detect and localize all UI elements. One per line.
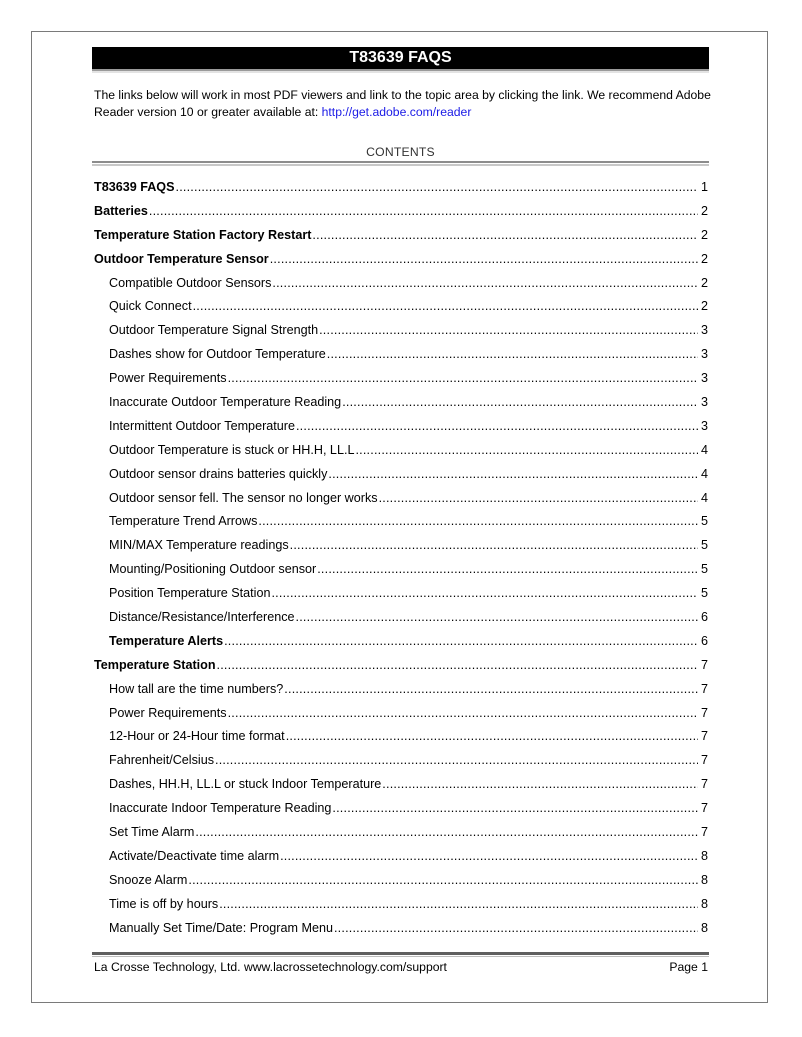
toc-entry[interactable] (94, 895, 708, 919)
toc-entry[interactable] (94, 560, 708, 584)
toc-entry-page-number[interactable]: 4 (700, 442, 708, 457)
toc-entry-page-number[interactable]: 7 (700, 657, 708, 672)
toc-entry-page-number[interactable]: 4 (700, 466, 708, 481)
toc-entry[interactable] (94, 489, 708, 513)
toc-entry[interactable] (94, 799, 708, 823)
toc-entry-label[interactable]: Inaccurate Indoor Temperature Reading (109, 801, 332, 816)
toc-entry-page-number[interactable]: 5 (700, 538, 708, 553)
toc-entry-page-number[interactable]: 8 (700, 848, 708, 863)
toc-entry[interactable] (94, 250, 708, 274)
toc-entry-label[interactable]: Temperature Trend Arrows (109, 514, 258, 529)
toc-entry-page-number[interactable]: 2 (700, 299, 708, 314)
toc-entry-label[interactable]: MIN/MAX Temperature readings (109, 538, 289, 553)
toc-dot-leader (327, 345, 698, 363)
toc-entry-label[interactable]: Mounting/Positioning Outdoor sensor (109, 562, 317, 577)
toc-dot-leader (188, 871, 698, 889)
footer-company-text: La Crosse Technology, Ltd. www.lacrossetechnology.com/support (94, 960, 447, 974)
toc-dot-leader (271, 584, 698, 602)
toc-entry-page-number[interactable]: 2 (700, 203, 708, 218)
toc-entry-page-number[interactable]: 8 (700, 920, 708, 935)
toc-entry-label[interactable]: Inaccurate Outdoor Temperature Reading (109, 395, 342, 410)
toc-dot-leader (312, 226, 698, 244)
toc-entry-label[interactable]: Dashes show for Outdoor Temperature (109, 347, 326, 362)
toc-entry-page-number[interactable]: 5 (700, 562, 708, 577)
toc-dot-leader (258, 512, 698, 530)
toc-entry-label[interactable]: Power Requirements (109, 705, 227, 720)
toc-dot-leader (317, 560, 698, 578)
toc-dot-leader (355, 441, 698, 459)
toc-entry[interactable] (94, 202, 708, 226)
toc-dot-leader (296, 417, 698, 435)
toc-entry-page-number[interactable]: 7 (700, 801, 708, 816)
toc-entry-page-number[interactable]: 5 (700, 586, 708, 601)
toc-entry-page-number[interactable]: 6 (700, 633, 708, 648)
toc-entry[interactable] (94, 536, 708, 560)
toc-dot-leader (193, 297, 698, 315)
toc-entry-page-number[interactable]: 4 (700, 490, 708, 505)
toc-entry[interactable] (94, 727, 708, 751)
toc-entry-page-number[interactable]: 2 (700, 251, 708, 266)
toc-entry[interactable] (94, 608, 708, 632)
toc-dot-leader (195, 823, 698, 841)
toc-entry-page-number[interactable]: 7 (700, 705, 708, 720)
toc-entry-page-number[interactable]: 5 (700, 514, 708, 529)
toc-dot-leader (286, 727, 698, 745)
toc-entry-label[interactable]: Outdoor sensor drains batteries quickly (109, 466, 328, 481)
toc-entry-page-number[interactable]: 7 (700, 753, 708, 768)
toc-dot-leader (215, 751, 698, 769)
toc-dot-leader (228, 369, 698, 387)
toc-entry-label[interactable]: 12-Hour or 24-Hour time format (109, 729, 285, 744)
toc-entry-label[interactable]: Set Time Alarm (109, 825, 195, 840)
toc-entry-page-number[interactable]: 2 (700, 275, 708, 290)
toc-entry[interactable] (94, 274, 708, 298)
toc-entry-label[interactable]: Intermittent Outdoor Temperature (109, 418, 295, 433)
toc-entry[interactable] (94, 441, 708, 465)
toc-entry[interactable] (94, 465, 708, 489)
toc-entry-page-number[interactable]: 3 (700, 347, 708, 362)
table-of-contents (94, 178, 708, 943)
toc-dot-leader (319, 321, 698, 339)
toc-entry[interactable] (94, 178, 708, 202)
toc-entry[interactable] (94, 656, 708, 680)
toc-dot-leader (219, 895, 698, 913)
toc-dot-leader (382, 775, 698, 793)
toc-entry-label[interactable]: Outdoor Temperature is stuck or HH.H, LL.L (109, 442, 355, 457)
toc-entry-page-number[interactable]: 7 (700, 825, 708, 840)
toc-entry[interactable] (94, 823, 708, 847)
toc-entry[interactable] (94, 417, 708, 441)
toc-entry-label[interactable]: Time is off by hours (109, 896, 219, 911)
toc-entry[interactable] (94, 584, 708, 608)
document-title: T83639 FAQS (92, 47, 709, 69)
footer-page-number: Page 1 (669, 960, 708, 974)
title-bar-shadow-light (92, 71, 709, 73)
toc-entry-page-number[interactable]: 8 (700, 896, 708, 911)
toc-entry-label[interactable]: Outdoor Temperature Sensor (94, 251, 269, 266)
toc-entry-label[interactable]: Activate/Deactivate time alarm (109, 848, 280, 863)
toc-entry-page-number[interactable]: 6 (700, 610, 708, 625)
toc-entry-page-number[interactable]: 3 (700, 323, 708, 338)
toc-entry-page-number[interactable]: 3 (700, 371, 708, 386)
contents-divider (92, 161, 709, 166)
toc-dot-leader (342, 393, 698, 411)
toc-entry-label[interactable]: Dashes, HH.H, LL.L or stuck Indoor Temperature (109, 777, 382, 792)
toc-dot-leader (290, 536, 698, 554)
toc-entry[interactable] (94, 919, 708, 943)
toc-entry-label[interactable]: Compatible Outdoor Sensors (109, 275, 272, 290)
toc-entry-label[interactable]: Quick Connect (109, 299, 192, 314)
contents-heading: CONTENTS (366, 145, 435, 159)
toc-entry[interactable] (94, 393, 708, 417)
toc-dot-leader (149, 202, 698, 220)
toc-dot-leader (332, 799, 698, 817)
toc-entry-label[interactable]: Temperature Station Factory Restart (94, 227, 312, 242)
toc-entry[interactable] (94, 226, 708, 250)
toc-entry[interactable] (94, 369, 708, 393)
toc-dot-leader (280, 847, 698, 865)
toc-entry-label[interactable]: Outdoor Temperature Signal Strength (109, 323, 319, 338)
toc-dot-leader (379, 489, 698, 507)
toc-dot-leader (334, 919, 698, 937)
toc-dot-leader (328, 465, 698, 483)
toc-entry-label[interactable]: Position Temperature Station (109, 586, 271, 601)
toc-entry-page-number[interactable]: 7 (700, 729, 708, 744)
toc-entry[interactable] (94, 512, 708, 536)
toc-dot-leader (217, 656, 698, 674)
toc-dot-leader (228, 704, 698, 722)
toc-entry-page-number[interactable]: 7 (700, 681, 708, 696)
toc-entry[interactable] (94, 321, 708, 345)
toc-entry-page-number[interactable]: 3 (700, 418, 708, 433)
toc-entry[interactable] (94, 775, 708, 799)
toc-entry-label[interactable]: Temperature Alerts (109, 633, 224, 648)
toc-entry[interactable] (94, 871, 708, 895)
toc-entry-page-number[interactable]: 1 (700, 180, 708, 194)
toc-entry[interactable] (94, 680, 708, 704)
toc-entry-label[interactable]: Distance/Resistance/Interference (109, 610, 295, 625)
toc-dot-leader (224, 632, 698, 650)
toc-entry[interactable] (94, 632, 708, 656)
footer-divider (92, 952, 709, 957)
toc-entry-label[interactable]: How tall are the time numbers? (109, 681, 284, 696)
toc-dot-leader (270, 250, 698, 268)
toc-entry[interactable] (94, 847, 708, 871)
toc-entry-label[interactable]: T83639 FAQS (94, 180, 175, 194)
intro-text: The links below will work in most PDF viewers and link to the topic area by clicking the link. We recommend Adobe Reader version 10 or greater available at: (94, 88, 711, 119)
toc-entry[interactable] (94, 704, 708, 728)
toc-entry-label[interactable]: Fahrenheit/Celsius (109, 753, 214, 768)
toc-dot-leader (176, 178, 698, 196)
toc-entry[interactable] (94, 297, 708, 321)
toc-entry[interactable] (94, 345, 708, 369)
toc-entry-page-number[interactable]: 7 (700, 777, 708, 792)
toc-entry-page-number[interactable]: 3 (700, 395, 708, 410)
toc-entry-label[interactable]: Snooze Alarm (109, 872, 188, 887)
toc-entry-label[interactable]: Manually Set Time/Date: Program Menu (109, 920, 333, 935)
toc-entry-page-number[interactable]: 8 (700, 872, 708, 887)
toc-entry[interactable] (94, 751, 708, 775)
toc-entry-page-number[interactable]: 2 (700, 227, 708, 242)
toc-entry-label[interactable]: Temperature Station (94, 657, 216, 672)
toc-dot-leader (284, 680, 698, 698)
intro-paragraph (94, 87, 714, 121)
toc-entry-label[interactable]: Batteries (94, 203, 148, 218)
toc-entry-label[interactable]: Power Requirements (109, 371, 227, 386)
toc-dot-leader (272, 274, 698, 292)
toc-dot-leader (296, 608, 698, 626)
toc-entry-label[interactable]: Outdoor sensor fell. The sensor no longer works (109, 490, 378, 505)
adobe-reader-link[interactable]: http://get.adobe.com/reader (321, 105, 472, 119)
